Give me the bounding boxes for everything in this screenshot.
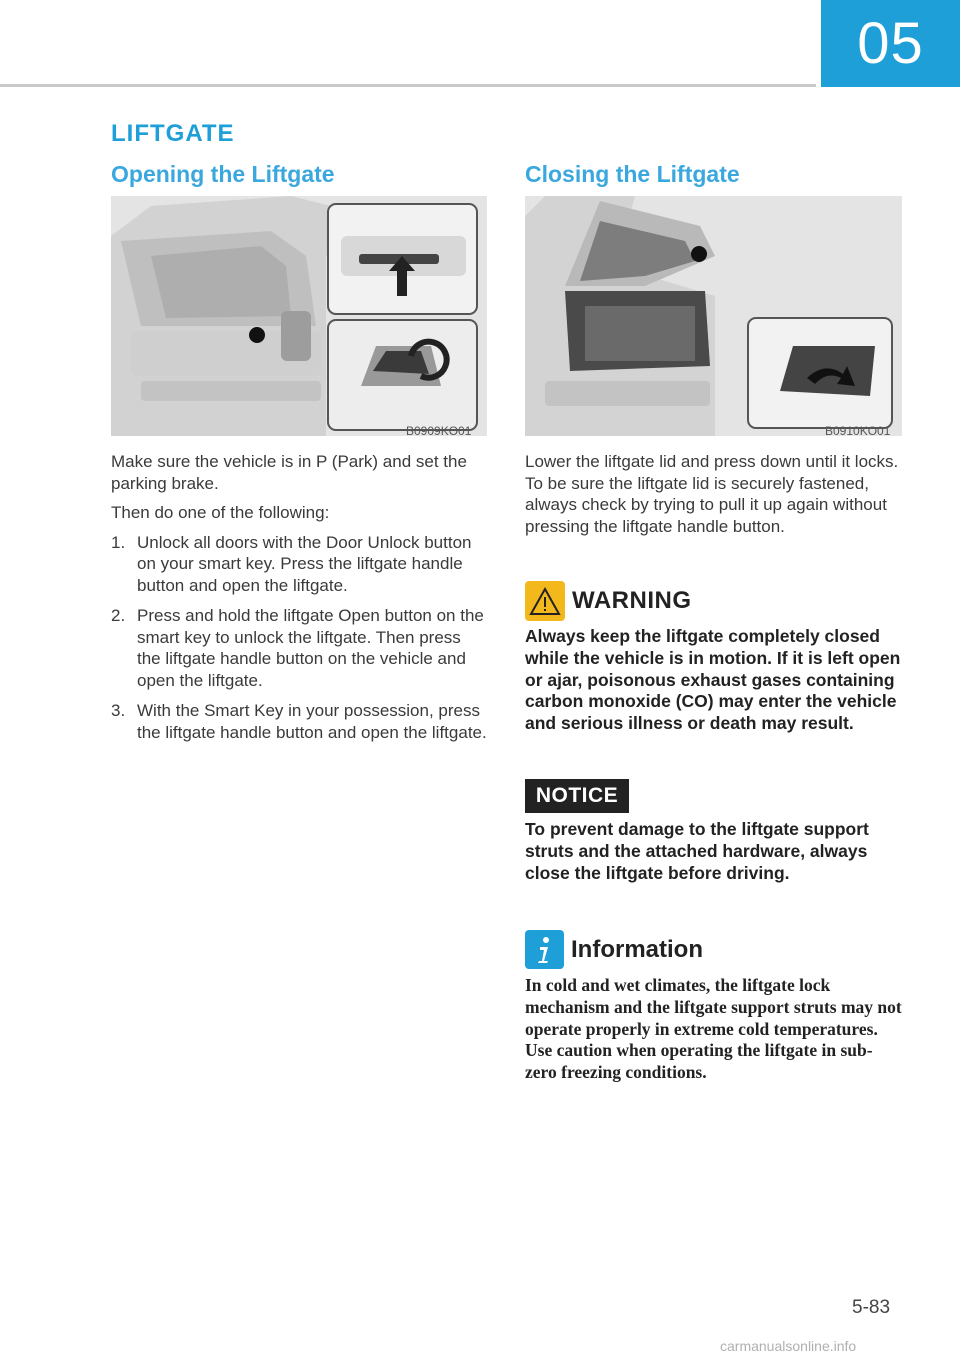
step-item: 2. Press and hold the liftgate Open button on the smart key to unlock the liftgate. Then press the liftgate handle button on the vehicle and open the liftgate. (111, 606, 484, 690)
information-title: Information (571, 935, 703, 963)
info-icon (525, 930, 564, 969)
close-button-marker (691, 246, 707, 262)
header-rule (0, 84, 816, 87)
opening-liftgate-figure (111, 196, 487, 436)
watermark: carmanualsonline.info (720, 1338, 857, 1354)
opening-steps (111, 532, 489, 744)
closing-liftgate-figure (525, 196, 902, 436)
step-item: 1. Unlock all doors with the Door Unlock button on your smart key. Press the liftgate handle button and open the liftgate. (111, 532, 472, 595)
information-header (525, 930, 703, 969)
warning-icon (525, 581, 565, 621)
closing-subtitle: Closing the Liftgate (525, 161, 740, 187)
opening-subtitle: Opening the Liftgate (111, 161, 335, 187)
opening-intro: Make sure the vehicle is in P (Park) and set the parking brake. (111, 452, 467, 493)
chapter-tab: 05 (821, 0, 960, 87)
opening-figure-code: B0909KO01 (406, 424, 472, 438)
warning-text: Always keep the liftgate completely closed while the vehicle is in motion. If it is left open or ajar, poisonous exhaust gases containing carbon monoxide (CO) may enter the vehicle and serious illness or death may result. (525, 626, 901, 734)
closing-body: Lower the liftgate lid and press down until it locks. To be sure the liftgate lid is securely fastened, always check by trying to pull it up again without pressing the liftgate handle button. (525, 452, 899, 536)
notice-badge: NOTICE (525, 779, 629, 813)
suv-open-liftgate-illustration (525, 196, 902, 436)
information-text: In cold and wet climates, the liftgate lock mechanism and the liftgate support struts may not operate properly in extreme cold temperatures. Use caution when operating the liftgate in sub-zero freezing conditions. (525, 975, 902, 1083)
notice-text: To prevent damage to the liftgate support struts and the attached hardware, always close the liftgate before driving. (525, 819, 869, 883)
opening-body (111, 451, 489, 752)
warning-title: WARNING (572, 587, 692, 614)
closing-figure-code: B0910KO01 (825, 424, 891, 438)
warning-header (525, 581, 692, 621)
opening-lead: Then do one of the following: (111, 503, 330, 522)
step-item: 3. With the Smart Key in your possession, press the liftgate handle button and open the liftgate. (111, 701, 487, 742)
handle-button-marker (249, 327, 265, 343)
section-title: LIFTGATE (111, 120, 235, 147)
suv-rear-illustration (111, 196, 487, 436)
page-number: 5-83 (852, 1297, 891, 1318)
